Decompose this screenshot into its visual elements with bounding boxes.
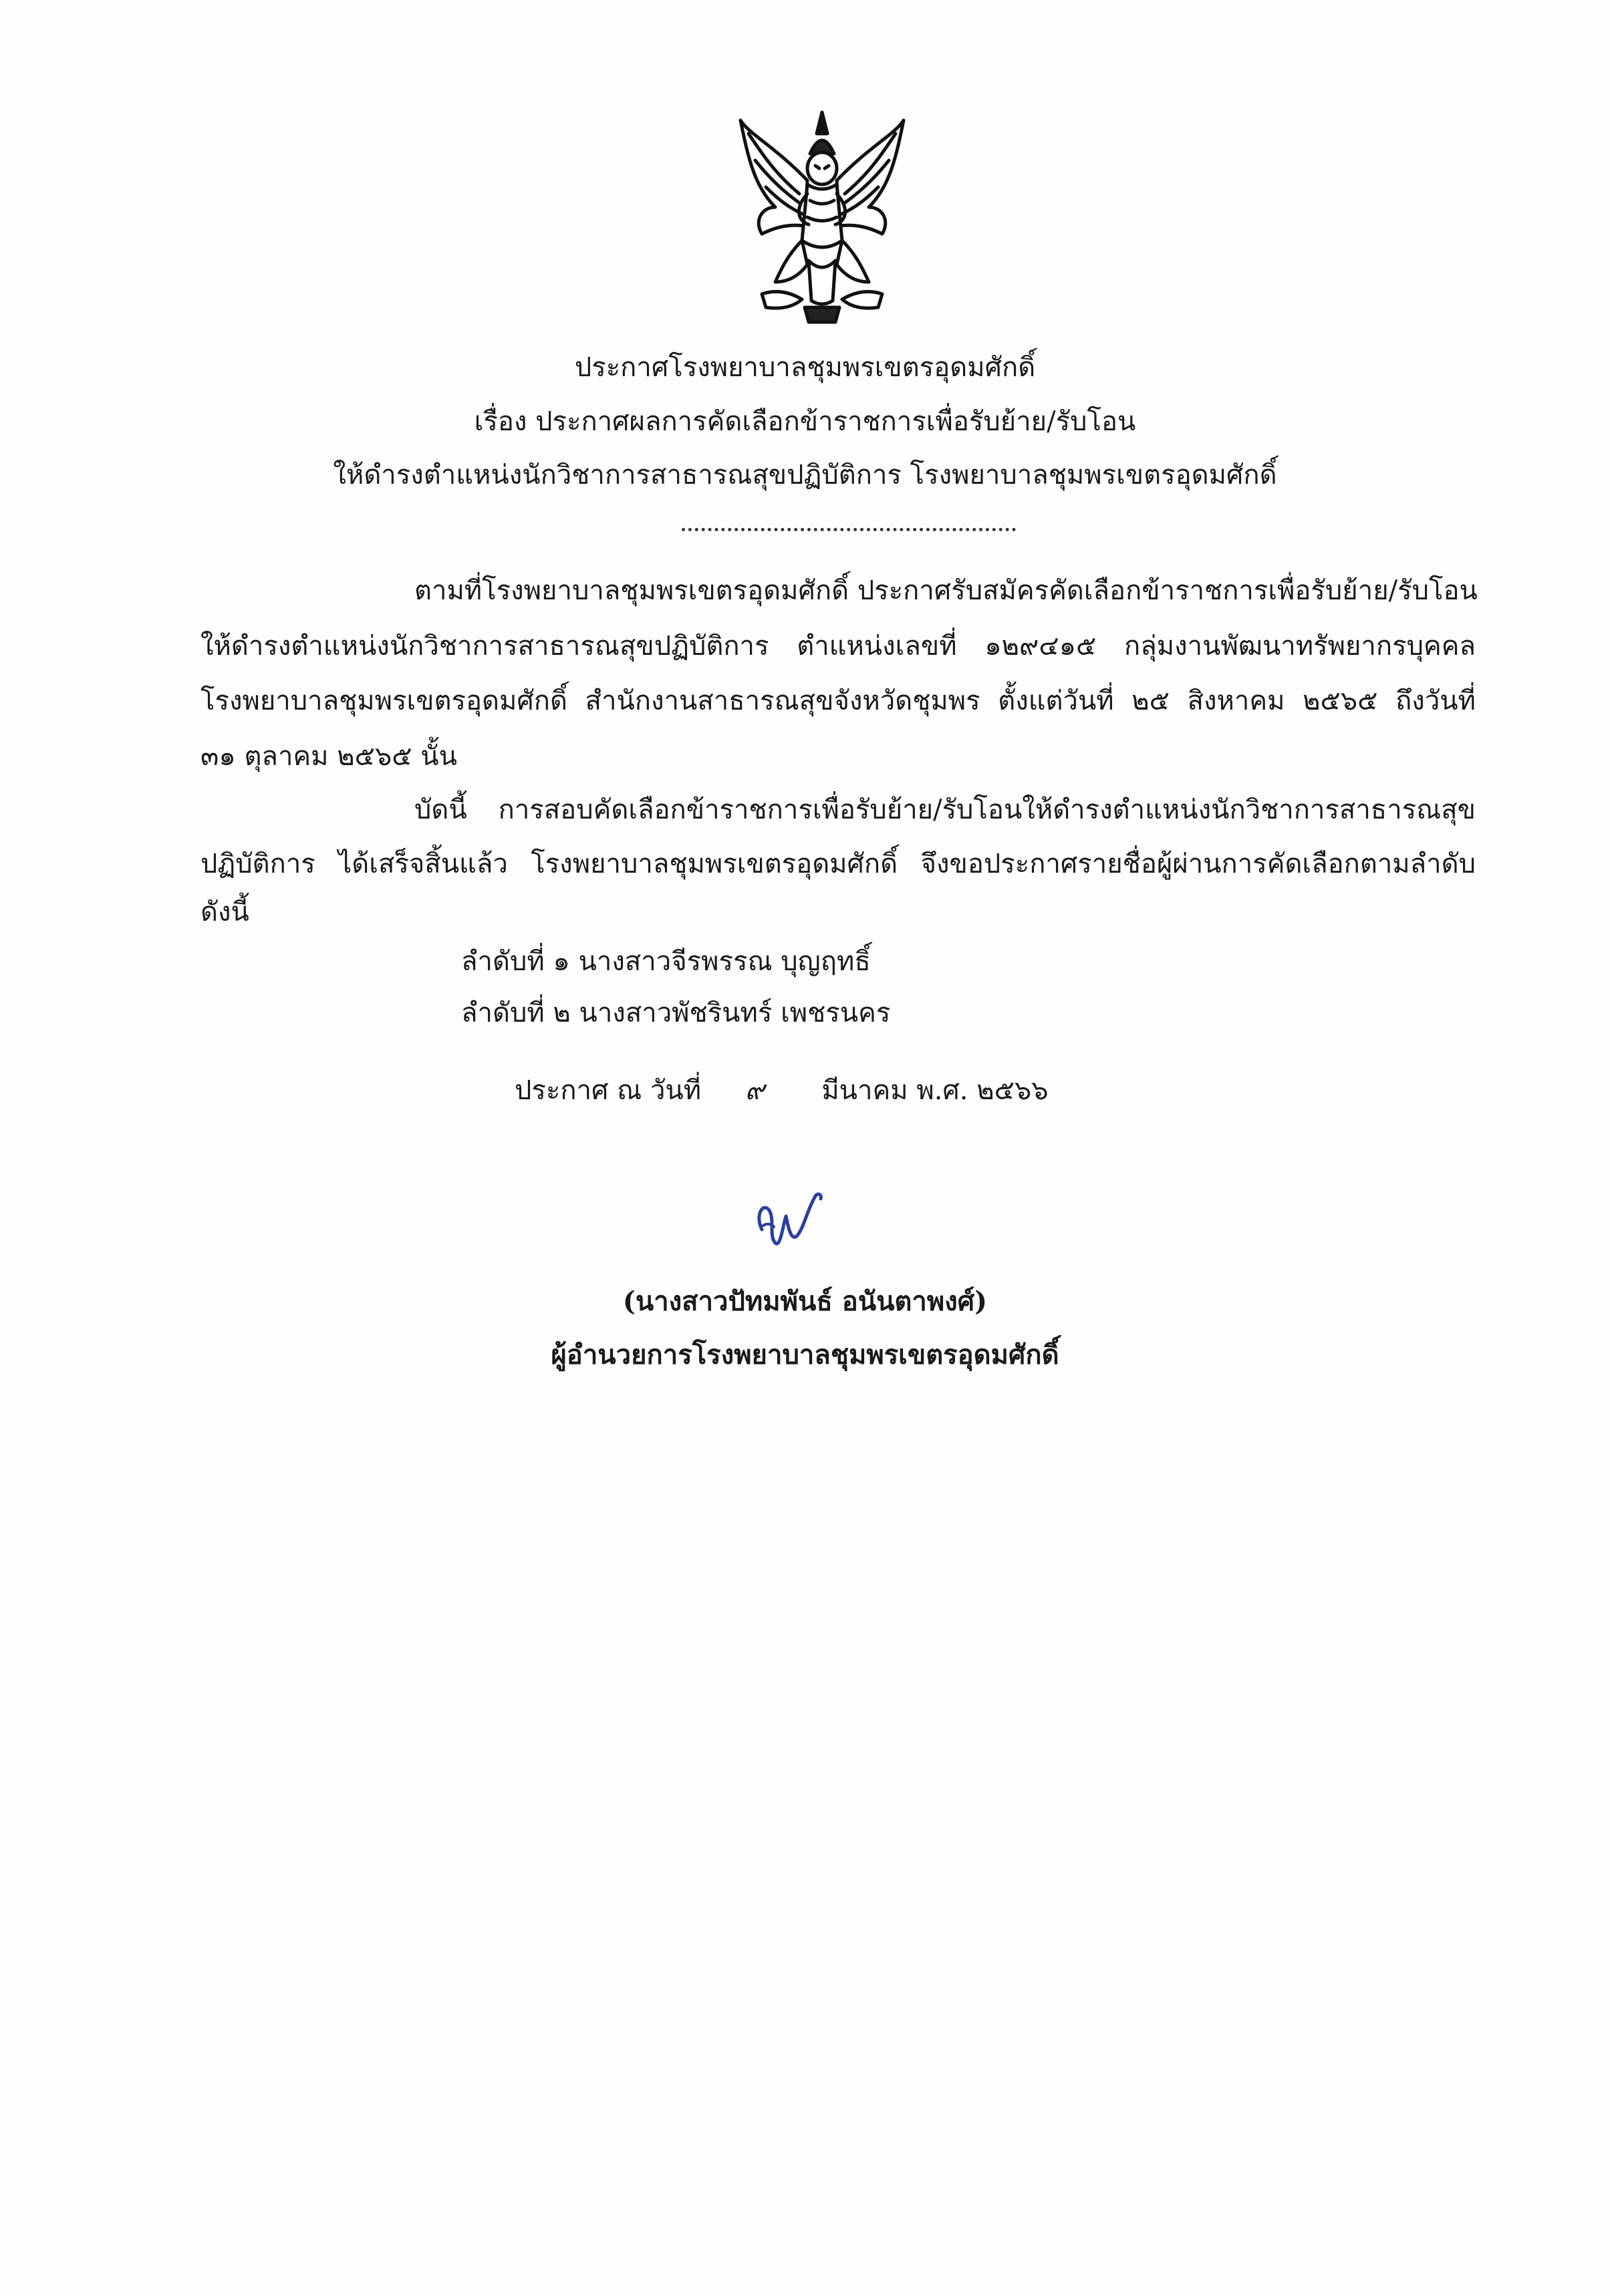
signatory-title: ผู้อำนวยการโรงพยาบาลชุมพรเขตรอุดมศักดิ์ — [551, 1339, 1059, 1371]
list-item: ลำดับที่ ๒ นางสาวพัชรินทร์ เพชรนคร — [461, 998, 891, 1028]
signatory-name: (นางสาวปัทมพันธ์ อนันตาพงศ์) — [622, 1286, 988, 1317]
garuda-emblem-icon — [735, 107, 909, 327]
date-day: ๙ — [745, 1075, 765, 1106]
header-divider — [682, 515, 1016, 531]
announcement-date — [515, 1072, 1049, 1109]
announcement-subject-continued: ให้ดำรงตำแหน่งนักวิชาการสาธารณสุขปฏิบัติการ โรงพยาบาลชุมพรเขตรอุดมศักดิ์ — [333, 460, 1277, 490]
paragraph-1-line-2: ให้ดำรงตำแหน่งนักวิชาการสาธารณสุขปฏิบัติการ ตำแหน่งเลขที่ ๑๒๙๔๑๕ กลุ่มงานพัฒนาทรัพยากรบุคคล — [200, 631, 1476, 662]
paragraph-1-line-3: โรงพยาบาลชุมพรเขตรอุดมศักดิ์ สำนักงานสาธารณสุขจังหวัดชุมพร ตั้งแต่วันที่ ๒๕ สิงหาคม ๒๕๖๕ ถึงวันที่ — [200, 686, 1476, 716]
paragraph-2-line-1: บัดนี้ การสอบคัดเลือกข้าราชการเพื่อรับย้าย/รับโอนให้ดำรงตำแหน่งนักวิชาการสาธารณสุข — [414, 795, 1476, 825]
announcement-title: ประกาศโรงพยาบาลชุมพรเขตรอุดมศักดิ์ — [574, 352, 1036, 383]
paragraph-1-line-4: ๓๑ ตุลาคม ๒๕๖๕ นั้น — [200, 741, 457, 772]
date-prefix: ประกาศ ณ วันที่ — [515, 1075, 702, 1106]
announcement-subject: เรื่อง ประกาศผลการคัดเลือกข้าราชการเพื่อรับย้าย/รับโอน — [474, 406, 1136, 437]
date-suffix: มีนาคม พ.ศ. ๒๕๖๖ — [821, 1075, 1049, 1106]
list-item: ลำดับที่ ๑ นางสาวจีรพรรณ บุญฤทธิ์ — [461, 946, 871, 977]
paragraph-2-line-3: ดังนี้ — [200, 897, 249, 927]
paragraph-2-line-2: ปฏิบัติการ ได้เสร็จสิ้นแล้ว โรงพยาบาลชุมพรเขตรอุดมศักดิ์ จึงขอประกาศรายชื่อผู้ผ่านการคัดเลือกตามลำดับ — [200, 849, 1476, 879]
paragraph-1-line-1: ตามที่โรงพยาบาลชุมพรเขตรอุดมศักดิ์ ประกาศรับสมัครคัดเลือกข้าราชการเพื่อรับย้าย/รับโอน — [414, 575, 1478, 606]
handwritten-signature — [749, 1183, 835, 1256]
